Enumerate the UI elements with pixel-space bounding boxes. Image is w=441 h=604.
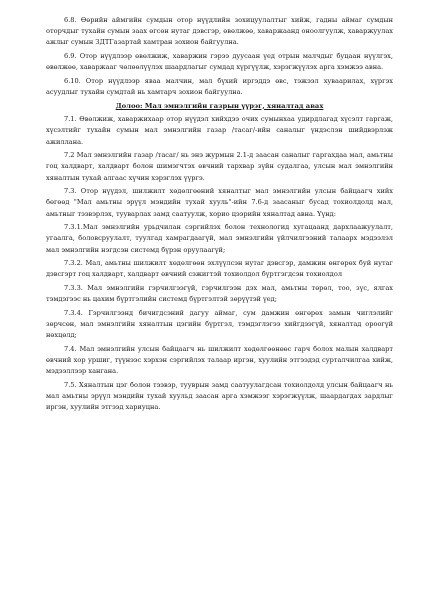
paragraph-6-8: 6.8. Өөрийн аймгийн сумдын отор нүүдлийн зохицуулалтыг хийж, гадны аймаг сумдын оторчдыг тухайн сумын заах өгсөн нутаг дэвсгэр, өвөлжөө, хаваржаанд оноолгуулж, хаваржуулах ажлыг сумын ЗДТГазартай хамтран зохион байгуулна. [46, 16, 393, 47]
paragraph-7-3: 7.3. Отор нүүдэл, шилжилт хөдөлгөөний хяналтыг мал эмнэлгийн улсын байцаагч хийх бөгөөд "Мал амьтны эрүүл мэндийн тухай хууль"-ийн 7.6-д заасаныг бусад тохиолдолд мал, амьтныг тээвэрлэх, тууварлах замд саатуулж, хорио цээрийн хяналтад авна. Үүнд: [46, 187, 393, 218]
paragraph-7-1: 7.1. Өвөлжиж, хаваржихаар отор нүүдэл хийхдээ очих сумынхаа удирдлагад хүсэлт гаргаж, хүсэлтийг тухайн сумын мал эмнэлгийн газар /тасаг/-ийн саналыг үндэслэн шийдвэрлэж ажиллана. [46, 115, 393, 146]
paragraph-7-3-2: 7.3.2. Мал, амьтны шилжилт хөдөлгөөн эхлүүлсэн нутаг дэвсгэр, дамжин өнгөрөх буй нутаг дэвсгэрт гоц халдварт, халдварт өвчний сэжигтэй тохиолдол бүртгэгдсэн тохиолдол [46, 259, 393, 279]
paragraph-6-9: 6.9. Отор нүүдлээр өвөлжиж, хаваржин гэрээ дуусаан үед отрын малчдыг буцаан нүүлгэх, өвөлжөө, хаваржааг чөлөөлүүлэх шаардлагыг сумдад хүргүүлж, хэрэгжүүлэх арга хэмжээ авна. [46, 52, 393, 72]
paragraph-7-2: 7.2 Мал эмнэлгийн газар /тасаг/ нь энэ журмын 2.1-д заасан саналыг гаргахдаа мал, амьтны гоц халдварт, халдварт болон шимэгчтэх өвчний тархвар зүйн судалгаа, улсын мал эмнэлгийн хяналтын тухай алгаас хүчин хэрэглэх үүргэ. [46, 151, 393, 182]
paragraph-7-3-4: 7.3.4. Гэрчилгээнд бичигдсэний дагуу аймаг, сум дамжин өнгөрөх замын чиглэлийг зөрчсөн, мал эмнэлгийн хяналтын цэгийн бүртгэл, тэмдэглэгээ хийгдээгүй, хяналтад ороогүй нөхцөлд; [46, 308, 393, 340]
paragraph-7-4: 7.4. Мал эмнэлгийн улсын байцаагч нь шилжилт хөдөлгөөнөөс гарч болох малын халдварт өвчний хор уршиг, түүнээс хэрхэн сэргийлэх талаар иргэн, хуулийн этгээдэд сурталчилгаа хийж, мэдээллээр хангана. [46, 344, 393, 376]
paragraph-7-5: 7.5. Хяналтын цэг болон тээвэр, тууврын замд саатуулагдсан тохиолдолд улсын байцаагч нь мал амьтны эрүүл мэндийн тухай хуульд заасан арга хэмжээг хэрэгжүүлж, шаардагдах зардлыг иргэн, хуулийн этгээд хариуцна. [46, 380, 393, 412]
paragraph-6-10: 6.10. Отор нүүдлээр явaa малчин, мал бүхий иргэддэ өвс, тэжээл хуваарилах, хүргэх асуудлыг тухайн сумдтай нь хамтарч зохион байгуулна. [46, 76, 393, 96]
section-heading: Долоо: Мал эмнэлгийн газрын үүрэг, хяналтад авах [115, 101, 324, 110]
paragraph-7-3-3: 7.3.3. Мал эмнэлгийн гэрчилгээгүй, гэрчилгээн дэх мал, амьтны төрөл, тоо, зүс, ялгах тэмдэгээс нь цахим бүртгэлийн системд бүртгэлтэй зөрүүтэй үед; [46, 283, 393, 304]
paragraph-7-3-1: 7.3.1.Мал эмнэлгийн урьдчилан сэргийлэх болон технологид хугацаанд дархлаажуулалт, угаалга, боловсруулалт, туулгад хамрагдаагүй, мал эмнэлгийн үйлчилгээний талаарх мэдээлэл мал эмнэлгийн нэгдсэн системд бүрэн оруулаагүй; [46, 223, 393, 254]
